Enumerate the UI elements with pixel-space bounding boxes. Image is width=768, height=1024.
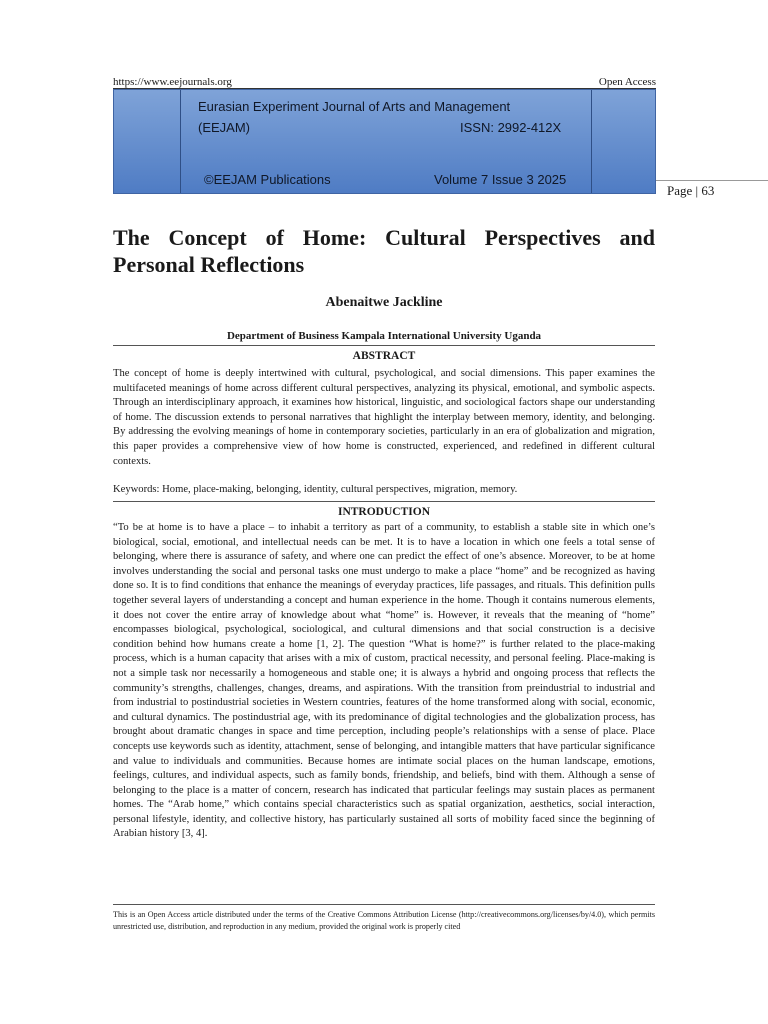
introduction-text: “To be at home is to have a place – to inhabit a territory as part of a community, to establish a stable site in which one’s biological, social, emotional, and intellectual needs can be met. It is to have a location in which one feels a total sense of belonging, where there is assurance of safety, and where one can predict the effect of one’s absence. Moreover, to be at home involves understanding the social and personal tasks one must undergo to make a place “home” and be recognized as having done so. It is to find conditions that enhance the meanings of everyday practices, life passages, and rituals. This definition pulls together several layers of understanding a concept and human experience in the home. Though it contains numerous elements, it does not cover the entire array of knowledge about what “home” is. However, it reveals that the meaning of “home” encompasses biological, psychological, sociological, and cultural dimensions and that social construction is a decisive condition behind how humans create a home [1, 2]. The question “What is home?” is further related to the place-making process, which is a human capacity that arises with a mix of custom, practical necessity, and personal feeling. Place-making is not a simple task nor necessarily a homogeneous and stable one; it is always a hybrid and ongoing process that reflects the community’s strengths, challenges, changes, dreams, and aspirations. With the transition from preindustrial to industrial and from industrial to postindustrial societies in Western countries, features of the home transformed along with social, economic, and cultural dynamics. The postindustrial age, with its predominance of digital technologies and the globalization process, has brought about dramatic changes in space and time perception, including people’s relationships with a sense of place. Place concepts use keywords such as identity, attachment, sense of belonging, and intangible matters that have particular significance and value to individuals and communities. Because homes are intimate social places on the human landscape, emotions, feelings, cultures, and individual aspects, such as family bonds, friendship, and beliefs, bind with them. Although a sense of belonging to the place is a matter of concern, research has indicated that particular feelings may sustain places as permanent homes. The “Arab home,” which contains special characteristics such as spatial organization, aesthetics, social interaction, personal lifestyle, identity, and collective history, has particularly sustained all sorts of mobility faced since the beginning of Arabian history [3, 4]. xyxy=(113,522,655,840)
abstract-heading: ABSTRACT xyxy=(352,350,416,362)
journal-banner xyxy=(113,89,656,194)
page-number: Page | 63 xyxy=(667,183,715,198)
introduction-rule xyxy=(113,501,655,502)
introduction-heading: INTRODUCTION xyxy=(337,506,430,518)
abstract-text: The concept of home is deeply intertwined with cultural, psychological, and social dimensions. This paper examines the multifaceted meanings of home across different cultural perspectives, analyzing its physical, emotional, and symbolic aspects. Through an interdisciplinary approach, it examines how historical, linguistic, and sociological factors shape our understanding of home. The discussion extends to personal narratives that highlight the interplay between memory, identity, and belonging. By addressing the evolving meanings of home in contemporary societies, particularly in an era of globalization and migration, this paper provides a comprehensive view of how home is constructed, experienced, and redefined in different cultural contexts. xyxy=(113,368,655,467)
volume-issue: Volume 7 Issue 3 2025 xyxy=(434,172,567,187)
journal-issn: ISSN: 2992-412X xyxy=(460,120,562,135)
author-affiliation: Department of Business Kampala International University Uganda xyxy=(226,330,542,342)
journal-abbreviation: (EEJAM) xyxy=(198,120,250,135)
author-name: Abenaitwe Jackline xyxy=(325,295,443,310)
publisher-label: ©EEJAM Publications xyxy=(204,172,331,187)
journal-name: Eurasian Experiment Journal of Arts and Management xyxy=(198,99,511,114)
keywords: Keywords: Home, place-making, belonging, identity, cultural perspectives, migration, memory. xyxy=(113,484,518,495)
license-footnote: This is an Open Access article distributed under the terms of the Creative Commons Attribution License (http://creativecommons.org/licenses/by/4.0), which permits unrestricted use, distribution, and reproduction in any medium, provided the original work is properly cited xyxy=(113,910,655,931)
footer-rule xyxy=(113,904,655,905)
banner-right-divider xyxy=(591,90,592,193)
header-url[interactable]: https://www.eejournals.org xyxy=(113,76,232,88)
open-access-label: Open Access xyxy=(598,76,656,88)
abstract-rule xyxy=(113,345,655,346)
article-title: The Concept of Home: Cultural Perspectives and Personal Reflections xyxy=(113,225,655,277)
banner-left-divider xyxy=(180,90,181,193)
page-edge-rule xyxy=(656,180,768,181)
